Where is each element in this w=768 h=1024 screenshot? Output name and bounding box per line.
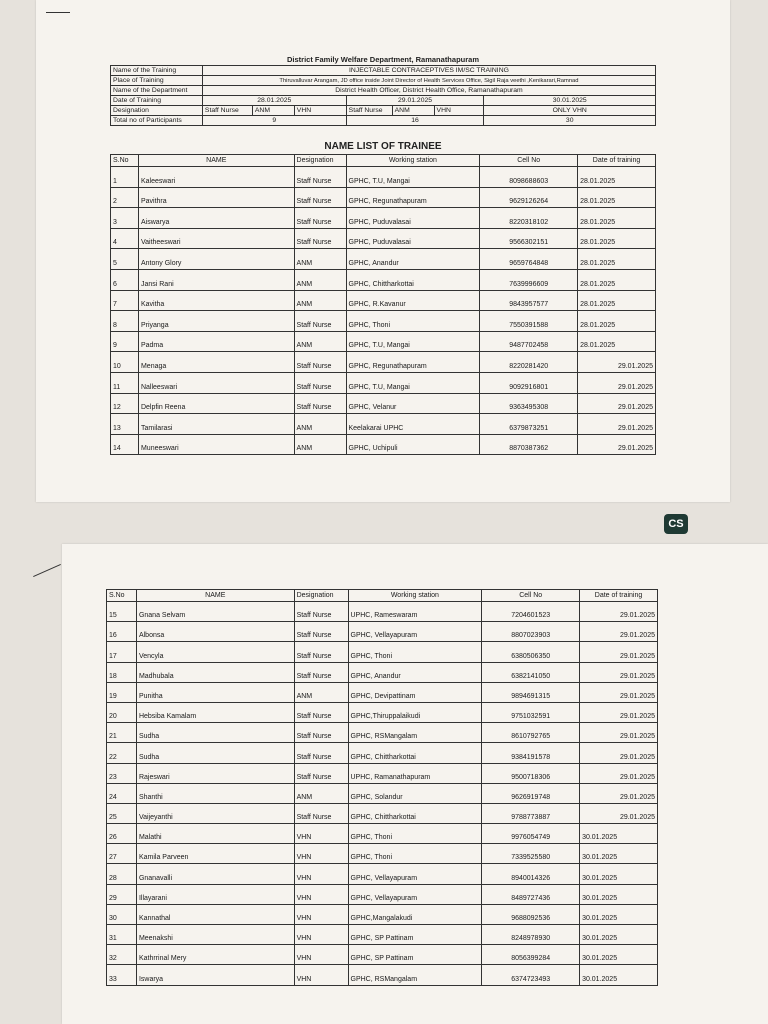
working-station: GPHC, T.U, Mangai bbox=[346, 167, 480, 188]
table-row bbox=[111, 331, 656, 352]
working-station: GPHC, T.U, Mangai bbox=[346, 331, 480, 352]
trainee-name: Muneeswari bbox=[138, 434, 294, 455]
training-date-3: 30.01.2025 bbox=[484, 96, 656, 106]
cell-number: 9626919748 bbox=[482, 783, 580, 803]
cell-number: 8248978930 bbox=[482, 925, 580, 945]
designation-cell: Staff Nurse bbox=[202, 106, 252, 116]
row-sno: 22 bbox=[107, 743, 137, 763]
training-date: 30.01.2025 bbox=[580, 824, 658, 844]
training-date: 28.01.2025 bbox=[578, 228, 656, 249]
cell-number: 7550391588 bbox=[480, 311, 578, 332]
trainee-designation: VHN bbox=[294, 945, 348, 965]
row-sno: 20 bbox=[107, 702, 137, 722]
working-station: GPHC, R.Kavanur bbox=[346, 290, 480, 311]
training-date: 28.01.2025 bbox=[578, 208, 656, 229]
trainee-name: Sudha bbox=[136, 723, 294, 743]
cell-number: 8610792765 bbox=[482, 723, 580, 743]
trainee-name: Vaitheeswari bbox=[138, 228, 294, 249]
cell-number: 8220318102 bbox=[480, 208, 578, 229]
training-date: 29.01.2025 bbox=[578, 352, 656, 373]
table-row bbox=[111, 372, 656, 393]
training-date: 29.01.2025 bbox=[578, 414, 656, 435]
working-station: GPHC, Regunathapuram bbox=[346, 352, 480, 373]
table-row bbox=[107, 925, 658, 945]
table-row bbox=[107, 884, 658, 904]
table-row bbox=[111, 352, 656, 373]
trainee-designation: ANM bbox=[294, 290, 346, 311]
scan-mark bbox=[33, 564, 61, 577]
working-station: GPHC, Thoni bbox=[346, 311, 480, 332]
table-row bbox=[111, 187, 656, 208]
row-sno: 1 bbox=[111, 167, 139, 188]
trainee-designation: Staff Nurse bbox=[294, 642, 348, 662]
working-station: GPHC, Thoni bbox=[348, 844, 482, 864]
table-row bbox=[107, 662, 658, 682]
trainee-designation: Staff Nurse bbox=[294, 622, 348, 642]
trainee-name: Gnana Selvam bbox=[136, 602, 294, 622]
trainee-table-page-2 bbox=[106, 589, 658, 986]
working-station: GPHC, Regunathapuram bbox=[346, 187, 480, 208]
trainee-designation: ANM bbox=[294, 331, 346, 352]
row-sno: 19 bbox=[107, 682, 137, 702]
row-sno: 2 bbox=[111, 187, 139, 208]
column-header: Working station bbox=[348, 590, 482, 602]
training-date: 28.01.2025 bbox=[578, 331, 656, 352]
trainee-designation: Staff Nurse bbox=[294, 393, 346, 414]
column-header: Cell No bbox=[482, 590, 580, 602]
designation-cell: ONLY VHN bbox=[484, 106, 656, 116]
training-date: 30.01.2025 bbox=[580, 844, 658, 864]
trainee-name: Pavithra bbox=[138, 187, 294, 208]
cell-number: 7204601523 bbox=[482, 602, 580, 622]
row-sno: 18 bbox=[107, 662, 137, 682]
working-station: GPHC,Mangalakudi bbox=[348, 904, 482, 924]
trainee-designation: Staff Nurse bbox=[294, 702, 348, 722]
trainee-name: Rajeswari bbox=[136, 763, 294, 783]
trainee-name: Illayarani bbox=[136, 884, 294, 904]
trainee-designation: ANM bbox=[294, 783, 348, 803]
trainee-designation: Staff Nurse bbox=[294, 743, 348, 763]
training-date: 29.01.2025 bbox=[580, 622, 658, 642]
training-date: 29.01.2025 bbox=[580, 763, 658, 783]
working-station: GPHC, Vellayapuram bbox=[348, 864, 482, 884]
table-row bbox=[107, 743, 658, 763]
working-station: GPHC, T.U, Mangai bbox=[346, 372, 480, 393]
training-date: 29.01.2025 bbox=[578, 434, 656, 455]
row-sno: 25 bbox=[107, 803, 137, 823]
row-sno: 5 bbox=[111, 249, 139, 270]
row-sno: 3 bbox=[111, 208, 139, 229]
row-sno: 11 bbox=[111, 372, 139, 393]
row-sno: 8 bbox=[111, 311, 139, 332]
trainee-designation: Staff Nurse bbox=[294, 167, 346, 188]
column-header: S.No bbox=[107, 590, 137, 602]
designation-cell: VHN bbox=[294, 106, 346, 116]
cell-number: 8940014326 bbox=[482, 864, 580, 884]
trainee-designation: Staff Nurse bbox=[294, 228, 346, 249]
training-date: 30.01.2025 bbox=[580, 965, 658, 985]
row-sno: 14 bbox=[111, 434, 139, 455]
column-header: Designation bbox=[294, 155, 346, 167]
row-sno: 16 bbox=[107, 622, 137, 642]
trainee-designation: Staff Nurse bbox=[294, 662, 348, 682]
trainee-designation: ANM bbox=[294, 434, 346, 455]
working-station: GPHC, Chittharkottai bbox=[348, 803, 482, 823]
cell-number: 8870387362 bbox=[480, 434, 578, 455]
table-row bbox=[107, 824, 658, 844]
trainee-designation: Staff Nurse bbox=[294, 352, 346, 373]
training-date: 28.01.2025 bbox=[578, 249, 656, 270]
cell-number: 6379873251 bbox=[480, 414, 578, 435]
column-header: Date of training bbox=[578, 155, 656, 167]
trainee-name: Punitha bbox=[136, 682, 294, 702]
trainee-name: Kathrrinal Mery bbox=[136, 945, 294, 965]
trainee-name: Kamila Parveen bbox=[136, 844, 294, 864]
table-row bbox=[111, 228, 656, 249]
designation-cell: VHN bbox=[434, 106, 484, 116]
working-station: GPHC, Velanur bbox=[346, 393, 480, 414]
table-row bbox=[107, 723, 658, 743]
department-name: District Health Officer, District Health Office, Ramanathapuram bbox=[202, 86, 655, 96]
trainee-name: Nalleeswari bbox=[138, 372, 294, 393]
working-station: GPHC, SP Pattinam bbox=[348, 945, 482, 965]
working-station: GPHC, Chittharkottai bbox=[348, 743, 482, 763]
table-row bbox=[111, 269, 656, 290]
training-date-2: 29.01.2025 bbox=[346, 96, 484, 106]
training-date: 28.01.2025 bbox=[578, 167, 656, 188]
table-row bbox=[107, 602, 658, 622]
cell-number: 9843957577 bbox=[480, 290, 578, 311]
row-sno: 26 bbox=[107, 824, 137, 844]
cell-number: 7639996609 bbox=[480, 269, 578, 290]
row-sno: 4 bbox=[111, 228, 139, 249]
table-row bbox=[107, 965, 658, 985]
working-station: GPHC, Anandur bbox=[346, 249, 480, 270]
row-sno: 29 bbox=[107, 884, 137, 904]
cell-number: 9363495308 bbox=[480, 393, 578, 414]
cell-number: 9659764848 bbox=[480, 249, 578, 270]
cell-number: 6380506350 bbox=[482, 642, 580, 662]
training-date: 29.01.2025 bbox=[580, 602, 658, 622]
info-label: Date of Training bbox=[111, 96, 203, 106]
table-row bbox=[107, 864, 658, 884]
row-sno: 13 bbox=[111, 414, 139, 435]
trainee-designation: Staff Nurse bbox=[294, 372, 346, 393]
table-row bbox=[111, 311, 656, 332]
training-date: 29.01.2025 bbox=[580, 682, 658, 702]
table-row bbox=[107, 844, 658, 864]
working-station: GPHC, Solandur bbox=[348, 783, 482, 803]
row-sno: 27 bbox=[107, 844, 137, 864]
trainee-name: Menaga bbox=[138, 352, 294, 373]
cell-number: 9566302151 bbox=[480, 228, 578, 249]
working-station: GPHC,Thiruppalaikudi bbox=[348, 702, 482, 722]
training-date-1: 28.01.2025 bbox=[202, 96, 346, 106]
working-station: GPHC, Uchipuli bbox=[346, 434, 480, 455]
training-date: 28.01.2025 bbox=[578, 311, 656, 332]
working-station: GPHC, Vellayapuram bbox=[348, 622, 482, 642]
document-header-title: District Family Welfare Department, Ramanathapuram bbox=[286, 55, 479, 64]
table-row bbox=[107, 904, 658, 924]
row-sno: 23 bbox=[107, 763, 137, 783]
trainee-name: Iswarya bbox=[136, 965, 294, 985]
trainee-name: Gnanavalli bbox=[136, 864, 294, 884]
row-sno: 31 bbox=[107, 925, 137, 945]
column-header: S.No bbox=[111, 155, 139, 167]
trainee-name: Madhubala bbox=[136, 662, 294, 682]
training-date: 30.01.2025 bbox=[580, 945, 658, 965]
table-row bbox=[111, 434, 656, 455]
column-header: NAME bbox=[136, 590, 294, 602]
trainee-name: Vencyla bbox=[136, 642, 294, 662]
training-date: 29.01.2025 bbox=[580, 803, 658, 823]
training-date: 30.01.2025 bbox=[580, 884, 658, 904]
training-date: 29.01.2025 bbox=[580, 743, 658, 763]
cell-number: 9976054749 bbox=[482, 824, 580, 844]
trainee-designation: Staff Nurse bbox=[294, 723, 348, 743]
working-station: GPHC, Thoni bbox=[348, 642, 482, 662]
cell-number: 9788773887 bbox=[482, 803, 580, 823]
table-row bbox=[107, 622, 658, 642]
row-sno: 33 bbox=[107, 965, 137, 985]
trainee-designation: VHN bbox=[294, 844, 348, 864]
row-sno: 21 bbox=[107, 723, 137, 743]
table-row bbox=[107, 803, 658, 823]
cell-number: 9751032591 bbox=[482, 702, 580, 722]
training-date: 28.01.2025 bbox=[578, 187, 656, 208]
column-header: NAME bbox=[138, 155, 294, 167]
trainee-name: Vaijeyanthi bbox=[136, 803, 294, 823]
row-sno: 12 bbox=[111, 393, 139, 414]
cell-number: 8056399284 bbox=[482, 945, 580, 965]
cell-number: 9629126264 bbox=[480, 187, 578, 208]
cell-number: 9487702458 bbox=[480, 331, 578, 352]
trainee-name: Meenakshi bbox=[136, 925, 294, 945]
participants-count: 9 bbox=[202, 116, 346, 126]
row-sno: 30 bbox=[107, 904, 137, 924]
cell-number: 8807023903 bbox=[482, 622, 580, 642]
trainee-designation: ANM bbox=[294, 682, 348, 702]
cell-number: 6382141050 bbox=[482, 662, 580, 682]
training-date: 29.01.2025 bbox=[580, 723, 658, 743]
table-row bbox=[111, 208, 656, 229]
row-sno: 17 bbox=[107, 642, 137, 662]
trainee-name: Kaleeswari bbox=[138, 167, 294, 188]
trainee-designation: ANM bbox=[294, 414, 346, 435]
training-name: INJECTABLE CONTRACEPTIVES IM/SC TRAINING bbox=[202, 66, 655, 76]
trainee-name: Shanthi bbox=[136, 783, 294, 803]
working-station: UPHC, Rameswaram bbox=[348, 602, 482, 622]
training-date: 29.01.2025 bbox=[580, 662, 658, 682]
trainee-name: Malathi bbox=[136, 824, 294, 844]
cell-number: 7339525580 bbox=[482, 844, 580, 864]
cell-number: 9384191578 bbox=[482, 743, 580, 763]
cell-number: 8220281420 bbox=[480, 352, 578, 373]
column-header: Date of training bbox=[580, 590, 658, 602]
row-sno: 7 bbox=[111, 290, 139, 311]
row-sno: 15 bbox=[107, 602, 137, 622]
trainee-name: Padma bbox=[138, 331, 294, 352]
training-place: Thiruvalluvar Arangam, JD office inside Joint Director of Health Services Office, Sigil Raja veethi ,Kenikarari,Ramnad bbox=[202, 76, 655, 86]
training-date: 29.01.2025 bbox=[580, 642, 658, 662]
trainee-name: Antony Glory bbox=[138, 249, 294, 270]
training-date: 30.01.2025 bbox=[580, 925, 658, 945]
trainee-name: Jansi Rani bbox=[138, 269, 294, 290]
cell-number: 9894691315 bbox=[482, 682, 580, 702]
table-row bbox=[111, 290, 656, 311]
cell-number: 9092916801 bbox=[480, 372, 578, 393]
trainee-designation: Staff Nurse bbox=[294, 187, 346, 208]
info-label: Designation bbox=[111, 106, 203, 116]
table-row bbox=[107, 783, 658, 803]
table-row bbox=[111, 414, 656, 435]
training-date: 29.01.2025 bbox=[578, 372, 656, 393]
cell-number: 8098688603 bbox=[480, 167, 578, 188]
table-row bbox=[107, 642, 658, 662]
trainee-table-page-1 bbox=[110, 154, 656, 455]
table-row bbox=[107, 682, 658, 702]
trainee-designation: VHN bbox=[294, 824, 348, 844]
training-date: 28.01.2025 bbox=[578, 269, 656, 290]
working-station: GPHC, Thoni bbox=[348, 824, 482, 844]
trainee-name: Kannathal bbox=[136, 904, 294, 924]
cell-number: 8489727436 bbox=[482, 884, 580, 904]
designation-cell: ANM bbox=[252, 106, 294, 116]
table-row bbox=[111, 393, 656, 414]
working-station: GPHC, RSMangalam bbox=[348, 965, 482, 985]
column-header: Cell No bbox=[480, 155, 578, 167]
trainee-name: Delpfin Reena bbox=[138, 393, 294, 414]
training-date: 29.01.2025 bbox=[578, 393, 656, 414]
trainee-designation: Staff Nurse bbox=[294, 763, 348, 783]
trainee-name: Aiswarya bbox=[138, 208, 294, 229]
table-row bbox=[107, 945, 658, 965]
trainee-designation: ANM bbox=[294, 249, 346, 270]
trainee-name: Priyanga bbox=[138, 311, 294, 332]
designation-cell: ANM bbox=[392, 106, 434, 116]
working-station: GPHC, Vellayapuram bbox=[348, 884, 482, 904]
row-sno: 32 bbox=[107, 945, 137, 965]
column-header: Working station bbox=[346, 155, 480, 167]
training-info-table bbox=[110, 65, 656, 126]
trainee-designation: Staff Nurse bbox=[294, 803, 348, 823]
working-station: UPHC, Ramanathapuram bbox=[348, 763, 482, 783]
trainee-designation: VHN bbox=[294, 864, 348, 884]
cell-number: 9500718306 bbox=[482, 763, 580, 783]
working-station: GPHC, Anandur bbox=[348, 662, 482, 682]
row-sno: 9 bbox=[111, 331, 139, 352]
info-label: Name of the Training bbox=[111, 66, 203, 76]
scanner-logo: CS bbox=[664, 514, 688, 534]
working-station: GPHC, Puduvalasai bbox=[346, 228, 480, 249]
trainee-designation: Staff Nurse bbox=[294, 311, 346, 332]
trainee-designation: VHN bbox=[294, 965, 348, 985]
table-row bbox=[111, 249, 656, 270]
table-row bbox=[107, 763, 658, 783]
working-station: Keelakarai UPHC bbox=[346, 414, 480, 435]
trainee-designation: ANM bbox=[294, 269, 346, 290]
working-station: GPHC, SP Pattinam bbox=[348, 925, 482, 945]
trainee-name: Tamilarasi bbox=[138, 414, 294, 435]
scan-mark bbox=[46, 12, 70, 13]
cell-number: 6374723493 bbox=[482, 965, 580, 985]
participants-count: 16 bbox=[346, 116, 484, 126]
info-label: Name of the Department bbox=[111, 86, 203, 96]
trainee-name: Albonsa bbox=[136, 622, 294, 642]
row-sno: 24 bbox=[107, 783, 137, 803]
table-row bbox=[107, 702, 658, 722]
trainee-designation: VHN bbox=[294, 925, 348, 945]
trainee-designation: Staff Nurse bbox=[294, 208, 346, 229]
row-sno: 28 bbox=[107, 864, 137, 884]
training-date: 30.01.2025 bbox=[580, 904, 658, 924]
trainee-designation: VHN bbox=[294, 884, 348, 904]
trainee-designation: VHN bbox=[294, 904, 348, 924]
training-date: 28.01.2025 bbox=[578, 290, 656, 311]
row-sno: 10 bbox=[111, 352, 139, 373]
training-date: 29.01.2025 bbox=[580, 783, 658, 803]
row-sno: 6 bbox=[111, 269, 139, 290]
participants-count: 30 bbox=[484, 116, 656, 126]
working-station: GPHC, Puduvalasai bbox=[346, 208, 480, 229]
info-label: Total no of Participants bbox=[111, 116, 203, 126]
column-header: Designation bbox=[294, 590, 348, 602]
info-label: Place of Training bbox=[111, 76, 203, 86]
trainee-designation: Staff Nurse bbox=[294, 602, 348, 622]
working-station: GPHC, Chittharkottai bbox=[346, 269, 480, 290]
working-station: GPHC, Devipattinam bbox=[348, 682, 482, 702]
cell-number: 9688092536 bbox=[482, 904, 580, 924]
training-date: 29.01.2025 bbox=[580, 702, 658, 722]
trainee-name: Sudha bbox=[136, 743, 294, 763]
trainee-name: Hebsiba Kamalam bbox=[136, 702, 294, 722]
designation-cell: Staff Nurse bbox=[346, 106, 392, 116]
list-title: NAME LIST OF TRAINEE bbox=[324, 141, 442, 152]
trainee-name: Kavitha bbox=[138, 290, 294, 311]
training-date: 30.01.2025 bbox=[580, 864, 658, 884]
working-station: GPHC, RSMangalam bbox=[348, 723, 482, 743]
table-row bbox=[111, 167, 656, 188]
